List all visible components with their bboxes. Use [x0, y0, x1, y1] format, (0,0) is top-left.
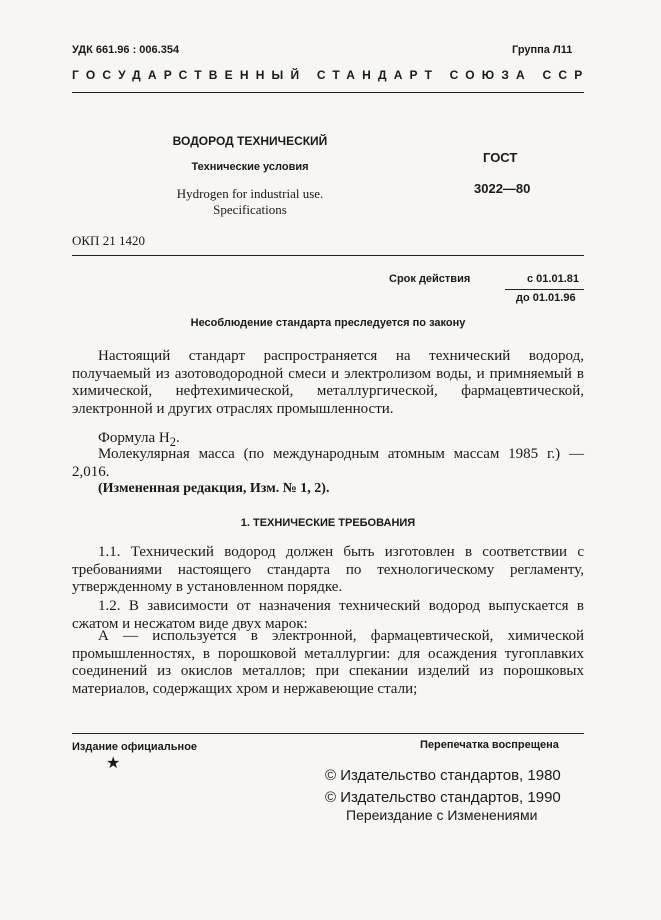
molar-mass-text: Молекулярная масса (по международным атомным массам 1985 г.) — 2,016.: [72, 446, 584, 480]
validity-divider: [505, 289, 584, 290]
validity-from: с 01.01.81: [527, 273, 579, 285]
english-title-line1: Hydrogen for industrial use.: [176, 186, 324, 201]
intro-paragraph: [72, 348, 584, 418]
formula-end: .: [175, 430, 180, 446]
document-subtitle: Технические условия: [191, 161, 309, 173]
intro-text: Настоящий стандарт распространяется на технический водород, получаемый из азотоводородной смеси и электролизом воды, и примняемый в химической, нефтехимической, металлургической, фармацевтической, электронной и других отраслях промышленности.: [72, 348, 584, 417]
amendment-note: (Измененная редакция, Изм. № 1, 2).: [98, 481, 330, 496]
grade-a-paragraph: [72, 628, 584, 698]
gost-label: ГОСТ: [483, 150, 518, 165]
formula-subscript: 2: [169, 435, 176, 449]
group-code: Группа Л11: [512, 44, 573, 56]
copyright-1980: © Издательство стандартов, 1980: [325, 767, 561, 784]
okp-code: ОКП 21 1420: [72, 233, 145, 248]
reprint-prohibited: Перепечатка воспрещена: [420, 739, 559, 751]
clause-1-2-text: 1.2. В зависимости от назначения технический водород выпускается в сжатом и несжатом виде двух марок:: [72, 598, 584, 632]
formula-label: Формула H: [98, 430, 170, 446]
section-title: 1. ТЕХНИЧЕСКИЕ ТРЕБОВАНИЯ: [240, 517, 416, 529]
document-title: ВОДОРОД ТЕХНИЧЕСКИЙ: [172, 134, 328, 148]
validity-label: Срок действия: [389, 273, 471, 285]
legal-notice: Несоблюдение стандарта преследуется по закону: [190, 317, 466, 329]
title-divider: [72, 255, 584, 256]
state-standard-banner: ГОСУДАРСТВЕННЫЙ СТАНДАРТ СОЮЗА ССР: [72, 68, 590, 82]
footer-divider: [72, 733, 584, 734]
header-divider: [72, 92, 584, 93]
star-icon: ★: [106, 755, 121, 772]
grade-a-text: А — используется в электронной, фармацевтической, химической промышленностях, в порошковой металлургии: для осаждения тугоплавких соединений из окислов металлов; при спекании изделий из порошковых материалов, содержащих хром и нержавеющие стали;: [72, 628, 584, 697]
english-title-line2: Specifications: [213, 202, 287, 217]
molar-mass-paragraph: [72, 446, 584, 481]
gost-number: 3022—80: [474, 181, 531, 196]
copyright-1990: © Издательство стандартов, 1990: [325, 789, 561, 806]
validity-to: до 01.01.96: [516, 292, 576, 304]
english-title: [140, 186, 360, 218]
republication-note: Переиздание с Изменениями: [346, 807, 538, 823]
udk-code: УДК 661.96 : 006.354: [72, 44, 180, 56]
clause-1-1: [72, 544, 584, 597]
official-edition: Издание официальное: [72, 741, 198, 753]
clause-1-1-text: 1.1. Технический водород должен быть изготовлен в соответствии с требованиями настоящего стандарта по технологическому регламенту, утвержденному в установленном порядке.: [72, 544, 584, 595]
